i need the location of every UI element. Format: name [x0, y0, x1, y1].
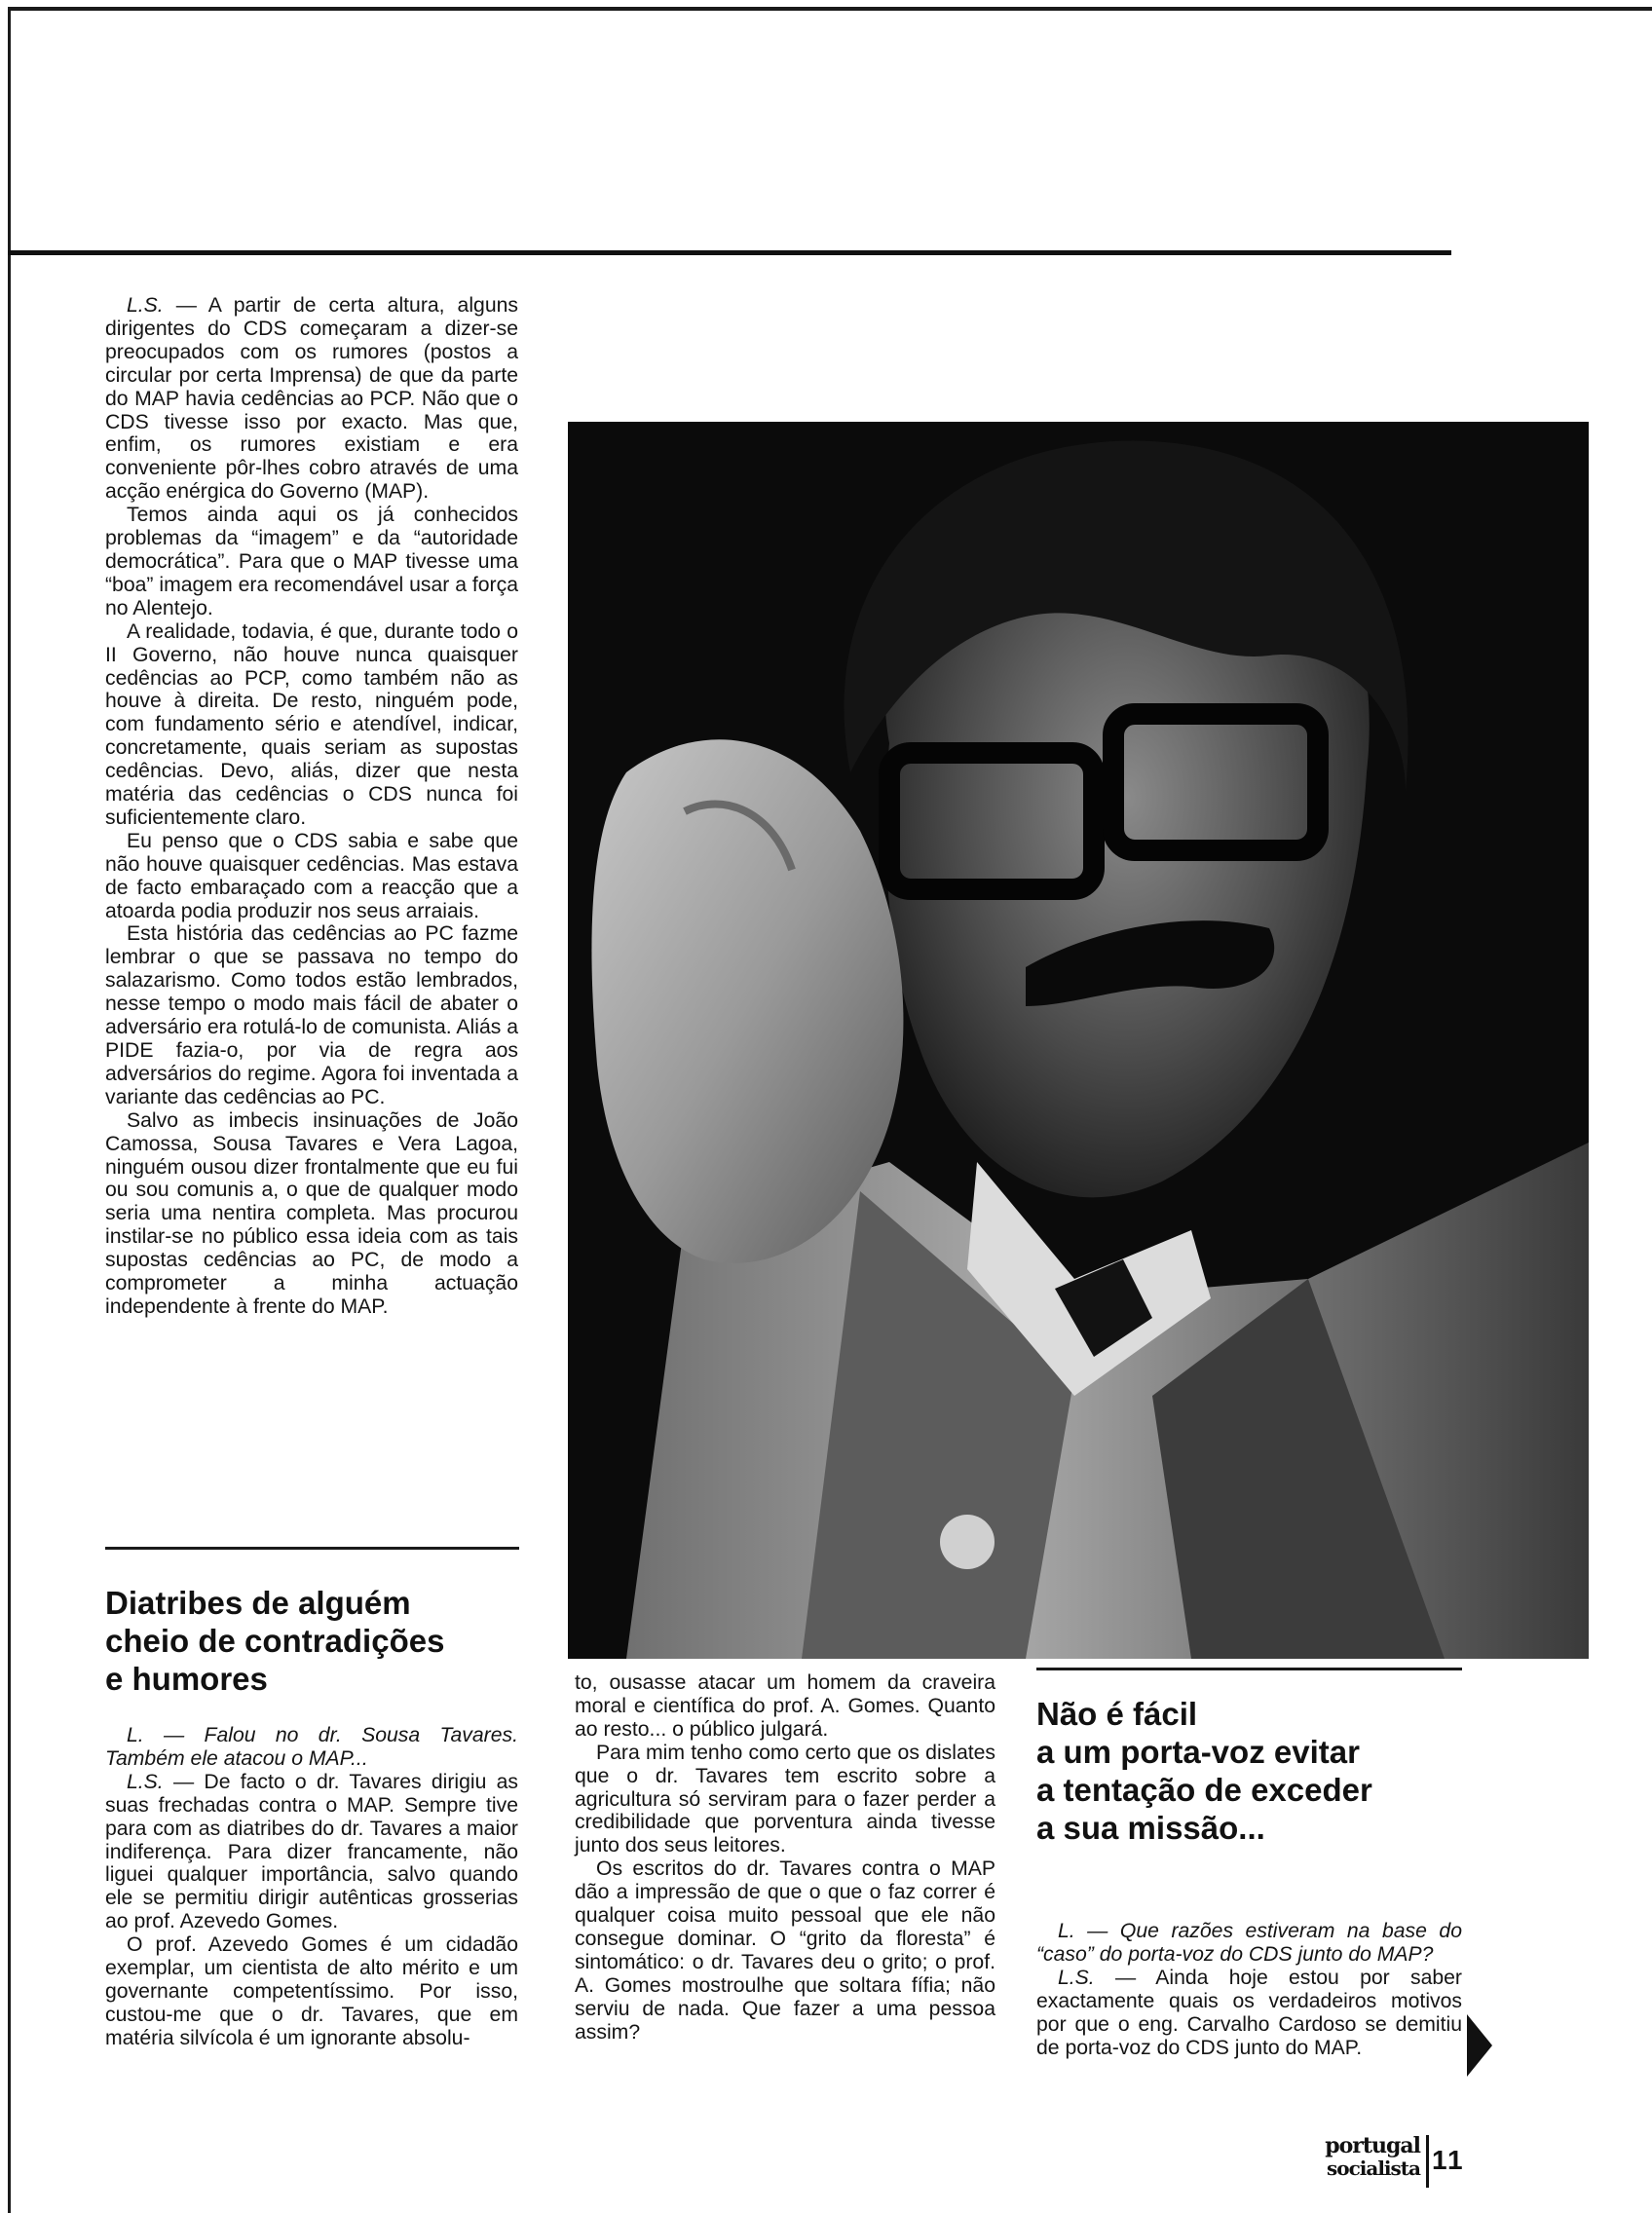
paragraph-text: Eu penso que o CDS sabia e sabe que não houve quaisquer cedências. Mas estava de facto embaraçado com a reacção que a atoarda podia produzir nos seus arraiais.	[105, 829, 518, 922]
paragraph-text: — Ainda hoje estou por saber exactamente quais os verdadeiros motivos por que o eng. Carvalho Cardoso se demitiu de porta-voz do CDS junto do MAP.	[1036, 1966, 1462, 2059]
paragraph-text: Para mim tenho como certo que os dislates que o dr. Tavares tem escrito sobre a agricultura só serviram para o fazer perder a credibilidade que porventura ainda tivesse junto dos seus leitores.	[575, 1741, 995, 1857]
subheading-diatribes	[105, 1584, 524, 1698]
headline-line: a tentação de exceder	[1036, 1772, 1372, 1808]
paragraph	[105, 620, 518, 830]
speaker-label: L.	[1058, 1920, 1075, 1942]
headline-line: Diatribes de alguém	[105, 1585, 411, 1621]
paragraph	[105, 1724, 518, 1771]
paragraph	[105, 1933, 518, 2050]
headline-line: a sua missão...	[1036, 1810, 1265, 1846]
paragraph-text: Salvo as imbecis insinuações de João Camossa, Sousa Tavares e Vera Lagoa, ninguém ousou dizer frontalmente que eu fui ou sou comunis a, o que de qualquer modo seria uma nentira completa. Mas procurou instilar-se no público essa ideia com as tais supostas cedências ao PC, de modo a comprometer a minha actuação independente à frente do MAP.	[105, 1108, 518, 1318]
left-border	[8, 7, 11, 2213]
paragraph	[105, 504, 518, 620]
paragraph-text: Temos ainda aqui os já conhecidos problemas da “imagem” e da “autoridade democrática”. Para que o MAP tivesse uma “boa” imagem era recomendável usar a força no Alentejo.	[105, 504, 518, 619]
article-column-3	[1036, 1920, 1462, 2059]
logo-line-1: portugal	[1325, 2133, 1420, 2158]
paragraph	[1036, 1967, 1462, 2060]
headline-line: a um porta-voz evitar	[1036, 1734, 1360, 1770]
paragraph	[575, 1671, 995, 1742]
paragraph	[1036, 1920, 1462, 1967]
portrait-photo	[568, 422, 1589, 1659]
headline-line: cheio de contradições	[105, 1623, 445, 1659]
article-column-1	[105, 294, 518, 1319]
page-number: 11	[1432, 2145, 1465, 2175]
paragraph-text: to, ousasse atacar um homem da craveira moral e científica do prof. A. Gomes. Quanto ao resto... o público julgará.	[575, 1671, 995, 1741]
paragraph	[105, 294, 518, 504]
article-column-1-continued	[105, 1724, 518, 2050]
paragraph-text: O prof. Azevedo Gomes é um cidadão exemplar, um cientista de alto mérito e um governante competentíssimo. Por isso, custou-me que o dr. Tavares, que em matéria silvícola é um ignorante absolu-	[105, 1933, 518, 2049]
paragraph-text: Os escritos do dr. Tavares contra o MAP dão a impressão de que o que o faz correr é qualquer coisa muito pessoal que ele não consegue dominar. O “grito da floresta” é sintomático: o dr. Tavares deu o grito; o prof. A. Gomes mostroulhe que soltara fífia; não serviu de nada. Que fazer a uma pessoa assim?	[575, 1857, 995, 2044]
page-number-divider	[1426, 2135, 1429, 2188]
paragraph-text: — A partir de certa altura, alguns dirigentes do CDS começaram a dizer-se preocupados com os rumores (postos a circular por certa Imprensa) de que da parte do MAP havia cedências ao PCP. Não que o CDS tivesse isso por exacto. Mas que, enfim, os rumores existiam e era conveniente pôr-lhes cobro através de uma acção enérgica do Governo (MAP).	[105, 294, 518, 504]
paragraph	[105, 1109, 518, 1319]
headline-line: Não é fácil	[1036, 1696, 1198, 1732]
speaker-label: L.	[127, 1724, 144, 1746]
paragraph-text: — Falou no dr. Sousa Tavares. Também ele atacou o MAP...	[105, 1724, 518, 1770]
paragraph	[575, 1742, 995, 1858]
paragraph-text: — De facto o dr. Tavares dirigiu as suas frechadas contra o MAP. Sempre tive para com as diatribes do dr. Tavares a maior indiferença. Para dizer francamente, não liguei qualquer importância, salvo quando ele se permitiu dirigir autênticas grosserias ao prof. Azevedo Gomes.	[105, 1770, 518, 1933]
paragraph-text: Esta história das cedências ao PC fazme lembrar o que se passava no tempo do salazarismo. Como todos estão lembrados, nesse tempo o modo mais fácil de abater o adversário era rotulá-lo de comunista. Aliás a PIDE fazia-o, por via de regra aos adversários do regime. Agora foi inventada a variante das cedências ao PC.	[105, 922, 518, 1108]
logo-line-2: socialista	[1327, 2157, 1420, 2180]
paragraph-text: — Que razões estiveram na base do “caso” do porta-voz do CDS junto do MAP?	[1036, 1920, 1462, 1966]
publication-logo	[1315, 2135, 1420, 2186]
section-divider	[105, 1547, 519, 1550]
paragraph-text: A realidade, todavia, é que, durante todo o II Governo, não houve nunca quaisquer cedências ao PCP, como também não as houve à direita. De resto, ninguém pode, com fundamento sério e atendível, indicar, concretamente, quais seriam as supostas cedências. Devo, aliás, dizer que nesta matéria das cedências o CDS nunca foi suficientemente claro.	[105, 619, 518, 829]
paragraph	[575, 1857, 995, 2044]
section-divider-2	[1036, 1668, 1462, 1670]
subheading-porta-voz	[1036, 1695, 1446, 1847]
speaker-label: L.S.	[127, 294, 164, 317]
paragraph	[105, 922, 518, 1108]
top-border	[8, 7, 1652, 11]
continue-arrow-icon	[1467, 2014, 1492, 2077]
paragraph	[105, 830, 518, 923]
article-column-2	[575, 1671, 995, 2044]
header-rule	[8, 250, 1451, 255]
speaker-label: L.S.	[127, 1770, 164, 1793]
paragraph	[105, 1771, 518, 1933]
headline-line: e humores	[105, 1661, 268, 1697]
speaker-label: L.S.	[1058, 1966, 1095, 1989]
